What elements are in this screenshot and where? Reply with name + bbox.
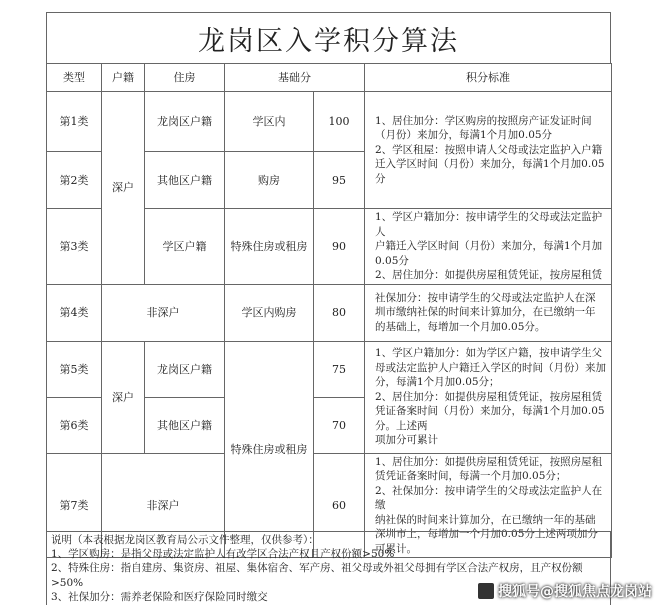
standard-cell-4 xyxy=(365,284,612,341)
standard-line: 户籍迁入学区时间（月份）来加分，每满1个月加 xyxy=(375,240,603,252)
note-line: 3、社保加分：需养老保险和医疗保险同时缴交 xyxy=(51,590,268,603)
header-standard: 积分标准 xyxy=(365,64,612,92)
standard-line: 2、社保加分：按申请学生的父母或法定监护人在缴 xyxy=(375,484,603,511)
standard-line: 纳社保的时间来计算加分，在已缴纳一年的基础 xyxy=(375,513,596,526)
huji-cell: 深户 xyxy=(102,92,145,285)
base-label-cell: 学区内 xyxy=(225,92,314,152)
standard-line: 可累计。 xyxy=(375,542,417,555)
standard-line: 1、学区户籍加分：按申请学生的父母或法定监护人 xyxy=(375,211,603,238)
standard-line: 凭证备案时间（月份）来加分，每满1个月加0.05分。上述两 xyxy=(375,405,605,432)
standard-line: 圳市缴纳社保的时间来计算加分，在已缴纳一年 xyxy=(375,306,596,319)
header-huji: 户籍 xyxy=(102,64,145,92)
standard-line: 2、居住加分：如提供房屋租赁凭证，按房屋租赁 xyxy=(375,269,603,281)
standard-cell-5-6 xyxy=(365,341,612,453)
note-line: 说明（本表根据龙岗区教育局公示文件整理，仅供参考）： xyxy=(51,534,319,546)
table-row xyxy=(47,92,612,152)
housing-cell: 龙岗区户籍 xyxy=(145,92,225,152)
standard-line: 迁入学区时间（月份）来加分，每满1个月加0.05分 xyxy=(375,158,605,185)
base-label-cell: 学区内购房 xyxy=(225,284,314,341)
housing-cell: 龙岗区户籍 xyxy=(145,341,225,397)
score-cell: 95 xyxy=(314,152,365,209)
standard-line: 社保加分：按申请学生的父母或法定监护人在深 xyxy=(375,291,596,304)
standard-cell-3 xyxy=(365,209,612,285)
table-row xyxy=(47,284,612,341)
type-cell: 第6类 xyxy=(47,397,102,453)
standard-line: 1、居住加分：如提供房屋租赁凭证，按照房屋租 xyxy=(375,455,603,468)
standard-line: 深圳市上，每增加一个月加0.05分上述两项加分 xyxy=(375,528,598,540)
type-cell: 第2类 xyxy=(47,152,102,209)
type-cell: 第4类 xyxy=(47,284,102,341)
standard-line: 分，每满1个月加0.05分； xyxy=(375,376,500,389)
standard-line: 项加分可累计 xyxy=(375,434,438,447)
huji-cell: 深户 xyxy=(102,341,145,453)
score-cell: 60 xyxy=(314,453,365,558)
standard-cell-1-2 xyxy=(365,92,612,209)
huji-cell: 非深户 xyxy=(102,284,225,341)
housing-cell: 其他区户籍 xyxy=(145,397,225,453)
standard-line: （月份）来加分，每满1个月加0.05分 xyxy=(375,129,553,142)
standard-line: 赁凭证备案时间，每满一个月加0.05分； xyxy=(375,470,567,482)
type-cell: 第5类 xyxy=(47,341,102,397)
standard-line: 0.05分 xyxy=(375,254,409,267)
score-cell: 90 xyxy=(314,209,365,285)
note-line: 2、特殊住房：指自建房、集资房、祖屋、集体宿舍、军产房、祖父母或外祖父母拥有学区合法产权房，且产权份额 xyxy=(51,562,583,575)
type-cell: 第3类 xyxy=(47,209,102,285)
standard-line: 母或法定监护人户籍迁入学区的时间（月份）来加 xyxy=(375,361,606,374)
standard-line: 的基础上，每增加一个月加0.05分。 xyxy=(375,320,546,333)
score-cell: 70 xyxy=(314,397,365,453)
standard-line: 1、居住加分：学区购房的按照房产证发证时间 xyxy=(375,114,592,127)
base-label-cell: 特殊住房或租房 xyxy=(225,209,314,285)
page-title: 龙岗区入学积分算法 xyxy=(46,12,611,64)
score-cell: 80 xyxy=(314,284,365,341)
watermark xyxy=(477,581,652,601)
note-line: >50% xyxy=(51,576,84,589)
base-label-cell: 特殊住房或租房 xyxy=(225,341,314,558)
housing-cell: 其他区户籍 xyxy=(145,152,225,209)
score-cell: 75 xyxy=(314,341,365,397)
score-cell: 100 xyxy=(314,92,365,152)
header-type: 类型 xyxy=(47,64,102,92)
header-base: 基础分 xyxy=(225,64,365,92)
housing-cell: 学区户籍 xyxy=(145,209,225,285)
watermark-text: 搜狐号@搜狐焦点龙岗站 xyxy=(498,584,652,600)
note-line: 1、学区购房：是指父母或法定监护人有改学区合法产权且产权份额>50% xyxy=(51,548,395,561)
type-cell: 第1类 xyxy=(47,92,102,152)
header-housing: 住房 xyxy=(145,64,225,92)
sohu-logo-icon xyxy=(477,582,495,600)
huji-cell: 非深户 xyxy=(102,453,225,558)
type-cell: 第7类 xyxy=(47,453,102,558)
table-row xyxy=(47,341,612,397)
header-row xyxy=(47,64,612,92)
score-table xyxy=(46,63,612,558)
standard-line: 1、学区户籍加分：如为学区户籍，按申请学生父 xyxy=(375,347,603,360)
base-label-cell: 购房 xyxy=(225,152,314,209)
standard-line: 2、学区租屋：按照申请人父母或法定监护入户籍 xyxy=(375,143,603,156)
standard-line: 2、居住加分：如提供房屋租赁凭证，按房屋租赁 xyxy=(375,390,603,403)
